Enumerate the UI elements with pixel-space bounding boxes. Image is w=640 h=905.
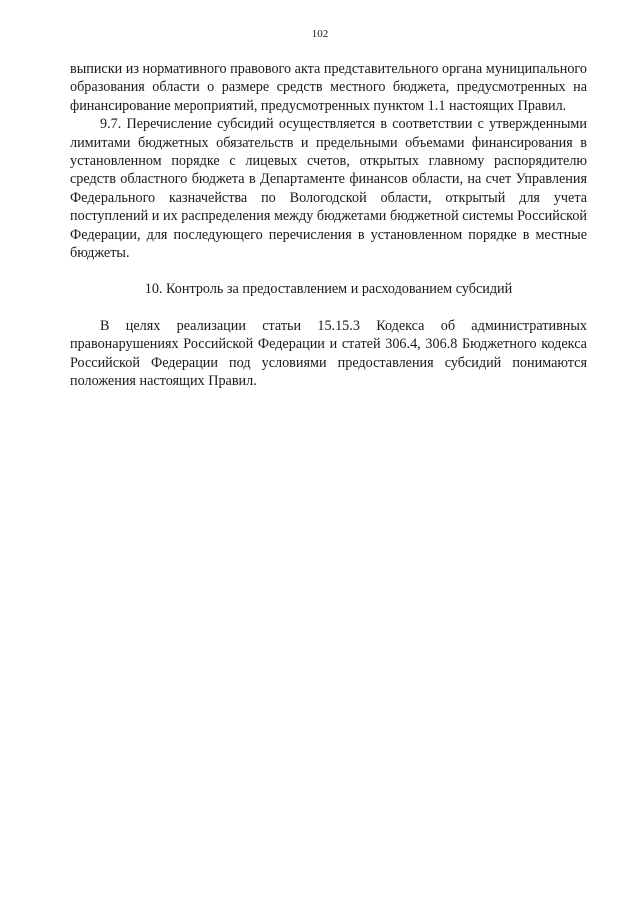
section-heading-10: 10. Контроль за предоставлением и расходованием субсидий xyxy=(144,281,513,298)
paragraph-section-10: В целях реализации статьи 15.15.3 Кодекса об административных правонарушениях Российской Федерации и статей 306.4, 306.8 Бюджетного кодекса Российской Федерации под условиями предоставления субсидий понимаются положения настоящих Правил. xyxy=(70,317,587,390)
paragraph-continuation: выписки из нормативного правового акта представительного органа муниципального образования области о размере средств местного бюджета, предусмотренных на финансирование мероприятий, предусмотренных пунктом 1.1 настоящих Правил. xyxy=(70,61,587,114)
paragraph-9-7: 9.7. Перечисление субсидий осуществляется в соответствии с утвержденными лимитами бюджетных обязательств и предельными объемами финансирования в установленном порядке с лицевых счетов, открытых главному распорядителю средств областного бюджета в Департаменте финансов области, на счет Управления Федерального казначейства по Вологодской области, открытый для учета поступлений и их распределения между бюджетами бюджетной системы Российской Федерации, для последующего перечисления в установленном порядке в местные бюджеты. xyxy=(70,116,587,262)
document-body xyxy=(70,60,587,391)
page-number: 102 xyxy=(311,28,329,40)
